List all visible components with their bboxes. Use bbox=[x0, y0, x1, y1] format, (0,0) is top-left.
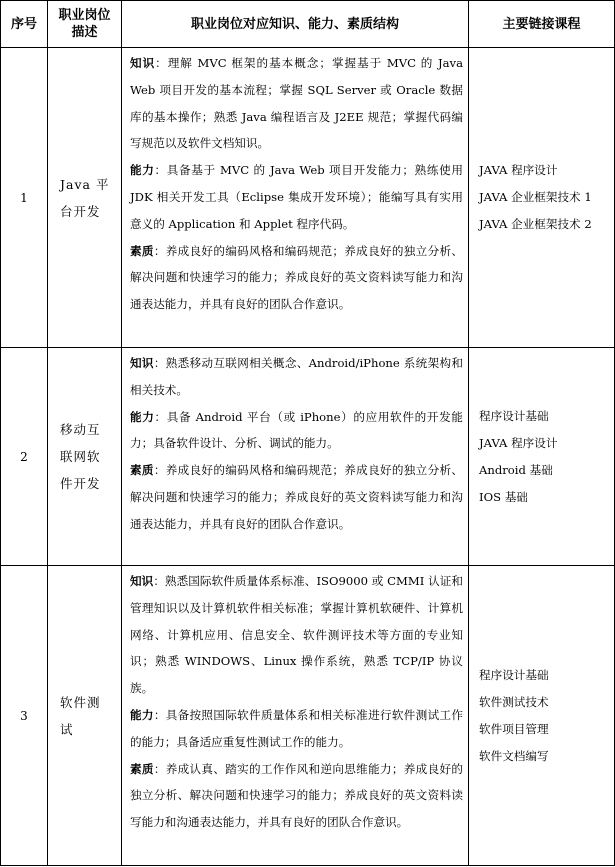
course-item: JAVA 企业框架技术 2 bbox=[479, 217, 592, 231]
table-row bbox=[1, 566, 615, 866]
course-list bbox=[469, 48, 615, 348]
ability-label: 能力 bbox=[130, 409, 155, 424]
ability-label: 能力 bbox=[130, 163, 155, 178]
quality-paragraph bbox=[130, 238, 463, 318]
knowledge-label: 知识 bbox=[130, 356, 154, 370]
quality-text: ：养成良好的编码风格和编码规范；养成良好的独立分析、解决问题和快速学习的能力；养成良好的英文资料读写能力和沟通表达能力，并具有良好的团队合作意识。 bbox=[130, 243, 463, 312]
job-description bbox=[122, 348, 469, 566]
ability-text: ：具备按照国际软件质量体系和相关标准进行软件测试工作的能力；具备适应重复性测试工作的能力。 bbox=[130, 707, 463, 749]
ability-text: ：具备基于 MVC 的 Java Web 项目开发能力；熟练使用 JDK 相关开发工具（Eclipse 集成开发环境）；能编写具有实用意义的 Application 和 Applet 程序代码。 bbox=[130, 163, 463, 231]
header-job-line2: 描述 bbox=[71, 25, 98, 40]
quality-text: ：养成良好的编码风格和编码规范；养成良好的独立分析、解决问题和快速学习的能力；养成良好的英文资料读写能力和沟通表达能力，并具有良好的团队合作意识。 bbox=[130, 463, 463, 531]
quality-label: 素质 bbox=[130, 243, 154, 258]
row-number: 3 bbox=[1, 566, 48, 866]
quality-label: 素质 bbox=[130, 463, 154, 478]
quality-paragraph bbox=[130, 457, 463, 537]
knowledge-paragraph bbox=[130, 350, 463, 404]
row-number: 2 bbox=[1, 348, 48, 566]
course-item: 程序设计基础 bbox=[479, 408, 549, 423]
header-row bbox=[1, 1, 615, 48]
course-item: Android 基础 bbox=[479, 462, 553, 477]
course-list bbox=[469, 566, 615, 866]
course-item: JAVA 程序设计 bbox=[479, 435, 558, 450]
course-item: 程序设计基础 bbox=[479, 667, 549, 682]
course-item: 软件项目管理 bbox=[479, 721, 549, 736]
course-item: IOS 基础 bbox=[479, 489, 528, 504]
header-no: 序号 bbox=[1, 1, 48, 48]
knowledge-label: 知识 bbox=[130, 574, 154, 588]
knowledge-text: ：熟悉移动互联网相关概念、Android/iPhone 系统架构和相关技术。 bbox=[130, 356, 463, 397]
course-item: 软件测试技术 bbox=[479, 694, 549, 709]
knowledge-paragraph bbox=[130, 50, 463, 157]
ability-paragraph bbox=[130, 157, 463, 237]
quality-paragraph bbox=[130, 756, 463, 836]
knowledge-text: ：理解 MVC 框架的基本概念；掌握基于 MVC 的 Java Web 项目开发的基本流程；掌握 SQL Server 或 Oracle 数据库的基本操作；熟悉 Java 编程语言及 J2EE 规范；掌握代码编写规范以及软件文档知识。 bbox=[130, 56, 463, 151]
knowledge-text: ：熟悉国际软件质量体系标准、ISO9000 或 CMMI 认证和管理知识以及计算机软件相关标准；掌握计算机软硬件、计算机网络、计算机应用、信息安全、软件测评技术等方面的专业知识；熟悉 WINDOWS、Linux 操作系统，熟悉 TCP/IP 协议族。 bbox=[130, 574, 463, 696]
job-description bbox=[122, 48, 469, 348]
quality-text: ：养成认真、踏实的工作作风和逆向思维能力；养成良好的独立分析、解决问题和快速学习的能力；养成良好的英文资料读写能力和沟通表达能力，并具有良好的团队合作意识。 bbox=[130, 761, 463, 830]
table-row bbox=[1, 48, 615, 348]
ability-label: 能力 bbox=[130, 707, 154, 722]
knowledge-paragraph bbox=[130, 568, 463, 702]
course-item: 软件文档编写 bbox=[479, 748, 549, 763]
job-title: Java 平台开发 bbox=[48, 48, 122, 348]
quality-label: 素质 bbox=[130, 761, 154, 776]
ability-paragraph bbox=[130, 702, 463, 756]
course-list bbox=[469, 348, 615, 566]
table-row bbox=[1, 348, 615, 566]
header-desc: 职业岗位对应知识、能力、素质结构 bbox=[122, 1, 469, 48]
course-item: JAVA 程序设计 bbox=[479, 163, 558, 177]
course-item: JAVA 企业框架技术 1 bbox=[479, 190, 592, 204]
knowledge-label: 知识 bbox=[130, 56, 156, 70]
job-title: 软件测试 bbox=[48, 566, 122, 866]
job-title: 移动互联网软件开发 bbox=[48, 348, 122, 566]
row-number: 1 bbox=[1, 48, 48, 348]
job-description bbox=[122, 566, 469, 866]
header-job-line1: 职业岗位 bbox=[58, 8, 111, 23]
ability-paragraph bbox=[130, 404, 463, 458]
header-courses: 主要链接课程 bbox=[469, 1, 615, 48]
header-job bbox=[48, 1, 122, 48]
ability-text: ：具备 Android 平台（或 iPhone）的应用软件的开发能力；具备软件设计、分析、调试的能力。 bbox=[130, 409, 463, 451]
